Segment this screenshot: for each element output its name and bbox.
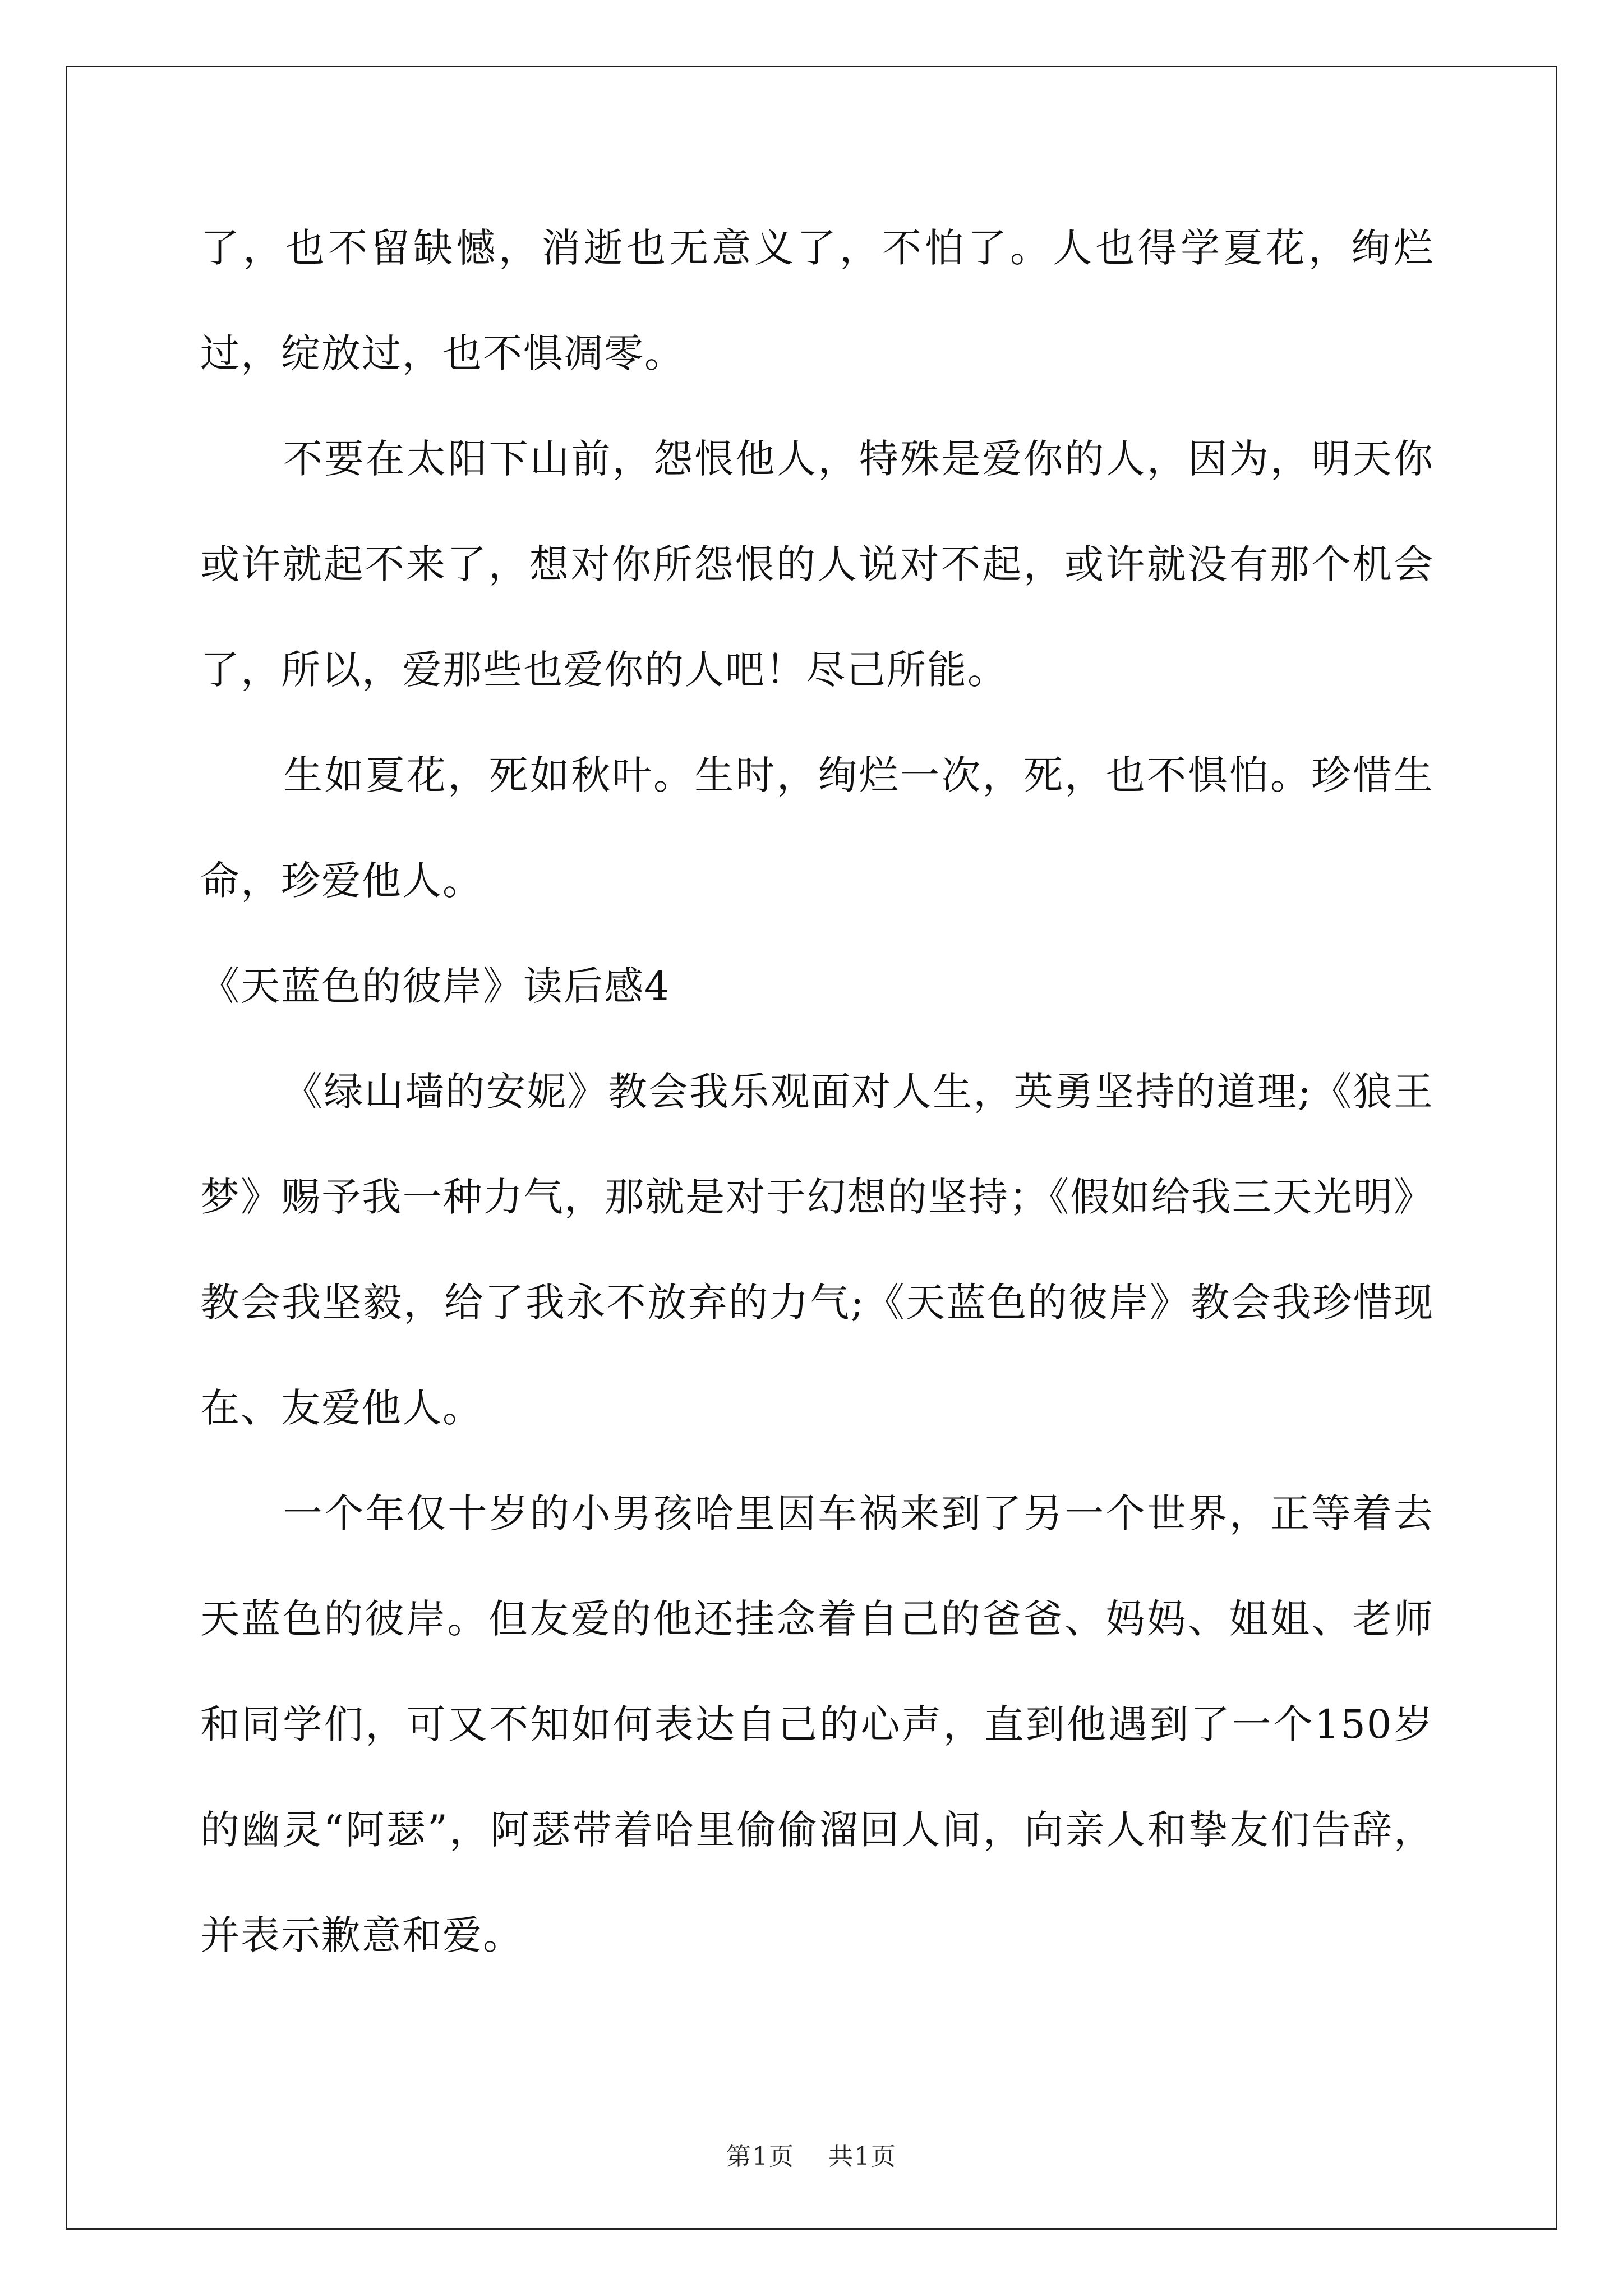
page-footer xyxy=(0,2136,1623,2172)
paragraph-1: 了，也不留缺憾，消逝也无意义了，不怕了。人也得学夏花，绚烂过，绽放过，也不惧凋零。 xyxy=(200,225,1434,376)
section-heading: 《天蓝色的彼岸》读后感4 xyxy=(200,963,671,1009)
paragraph-4: 《绿山墙的安妮》教会我乐观面对人生，英勇坚持的道理;《狼王梦》赐予我一种力气，那就是对于幻想的坚持；《假如给我三天光明》教会我坚毅，给了我永不放弃的力气;《天蓝色的彼岸》教会我珍惜现在、友爱他人。 xyxy=(200,1069,1434,1431)
document-body xyxy=(200,195,1434,1988)
paragraph-3: 生如夏花，死如秋叶。生时，绚烂一次，死，也不惧怕。珍惜生命，珍爱他人。 xyxy=(200,752,1434,904)
page-number-total: 共1页 xyxy=(828,2142,897,2171)
paragraph-2: 不要在太阳下山前，怨恨他人，特殊是爱你的人，因为，明天你或许就起不来了，想对你所怨恨的人说对不起，或许就没有那个机会了，所以，爱那些也爱你的人吧！尽己所能。 xyxy=(200,436,1434,693)
paragraph-5: 一个年仅十岁的小男孩哈里因车祸来到了另一个世界，正等着去天蓝色的彼岸。但友爱的他还挂念着自己的爸爸、妈妈、姐姐、老师和同学们，可又不知如何表达自己的心声，直到他遇到了一个150岁的幽灵“阿瑟”，阿瑟带着哈里偷偷溜回人间，向亲人和挚友们告辞，并表示歉意和爱。 xyxy=(200,1490,1434,1958)
page-number-current: 第1页 xyxy=(726,2142,795,2171)
